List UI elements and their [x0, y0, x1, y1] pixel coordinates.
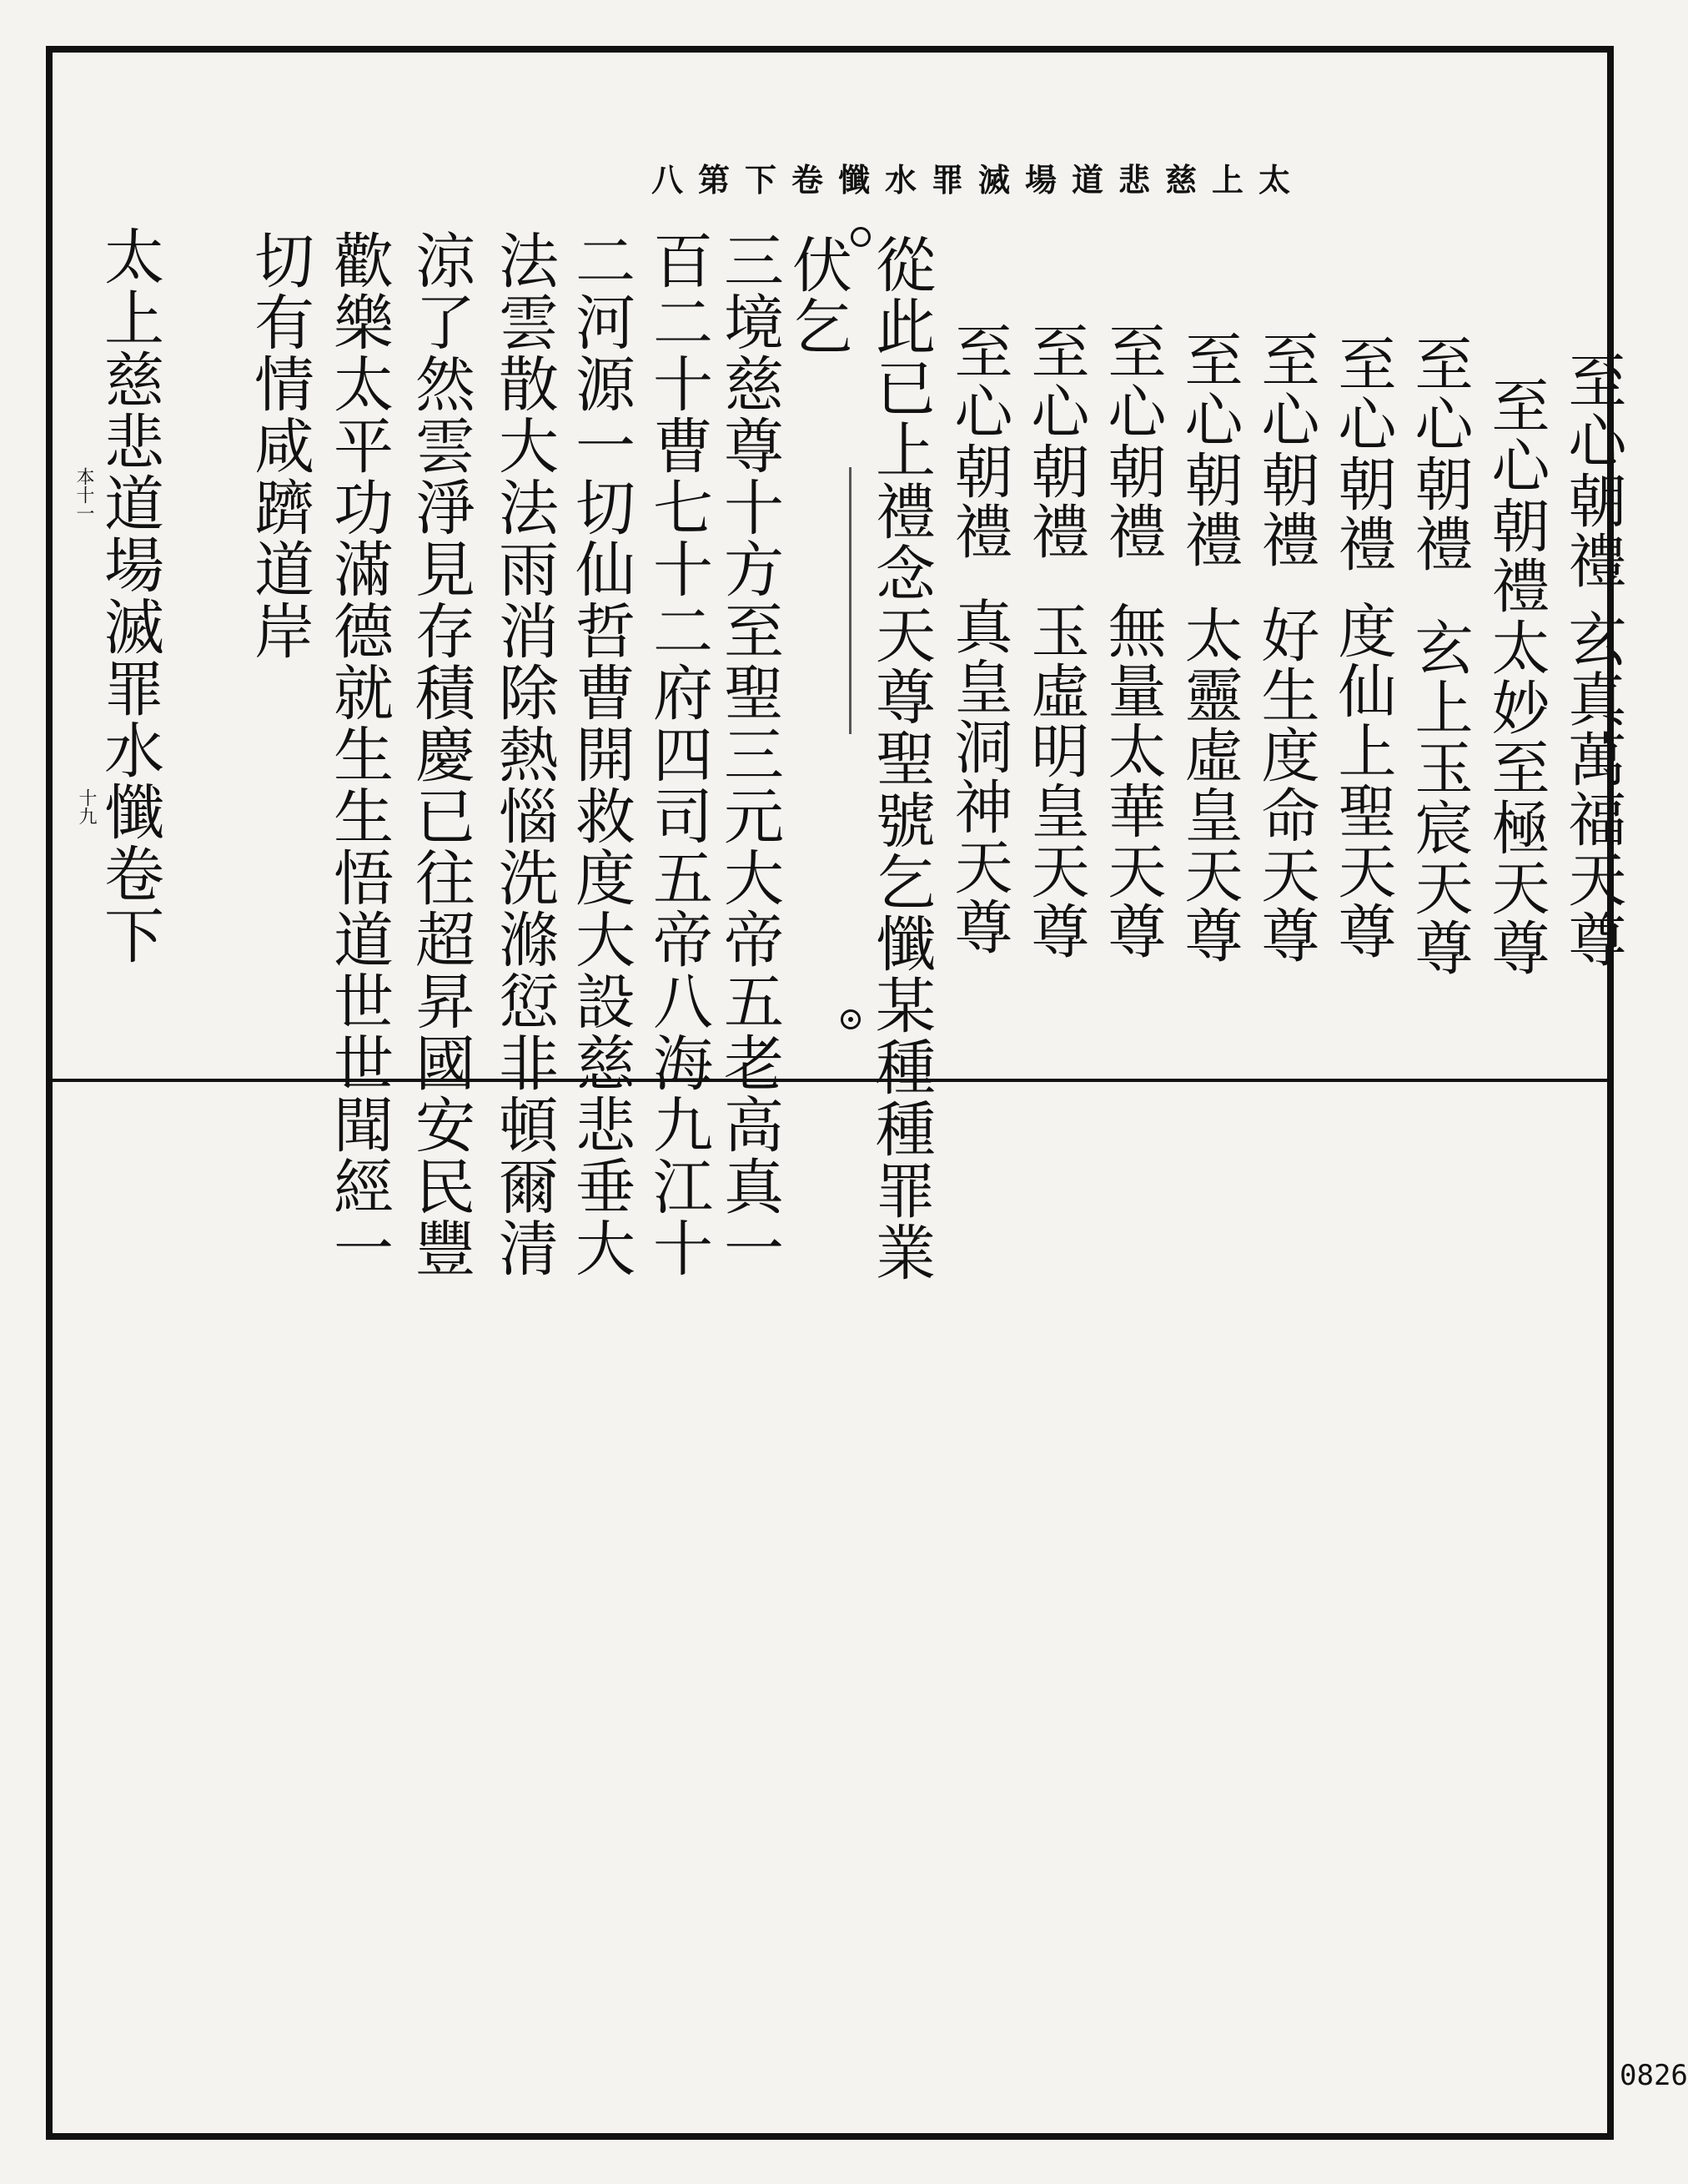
running-header-title: 太上慈悲道場滅罪水懺 — [837, 161, 1305, 199]
prayer-line: 百二十曹七十二府四司五帝八海九江十 — [643, 229, 713, 1279]
marginal-note: 十九 — [76, 788, 97, 825]
invocation-deity-name: 真皇洞神天尊 — [945, 596, 1013, 957]
page-divider — [46, 1079, 1614, 1082]
invocation-prefix: 至心朝禮 — [945, 321, 1013, 561]
invocation-prefix: 至心朝禮 — [1329, 334, 1397, 574]
invocation-deity-name: 太妙至極天尊 — [1482, 617, 1550, 978]
marginal-note: 本十一 — [73, 467, 94, 522]
prayer-line: 切有情咸躋道岸 — [244, 229, 314, 662]
prayer-line: 法雲散大法雨消除熱惱洗滌愆非頓爾清 — [489, 229, 559, 1279]
prayer-heading: 伏乞 — [782, 234, 852, 357]
invocation-deity-name: 度仙上聖天尊 — [1329, 601, 1397, 961]
invocation-prefix: 至心朝禮 — [1175, 330, 1243, 570]
invocation-prefix: 至心朝禮 — [1405, 334, 1474, 574]
invocation-prefix: 至心朝禮 — [1252, 330, 1320, 570]
invocation-deity-name: 好生度命天尊 — [1252, 605, 1320, 965]
invocation-prefix: 至心朝禮 — [1098, 321, 1167, 561]
closing-title: 太上慈悲道場滅罪水懺卷下 — [94, 225, 164, 966]
invocation-deity-name: 無量太華天尊 — [1098, 601, 1167, 961]
invocation-deity-name: 太靈虛皇天尊 — [1175, 605, 1243, 965]
invocation-prefix: 至心朝禮 — [1559, 350, 1627, 591]
running-header-volume: 卷下第八 — [651, 161, 838, 199]
invocation-prefix: 至心朝禮 — [1482, 375, 1550, 616]
summary-line: 從此已上禮念天尊聖號乞懺某種種罪業 — [866, 234, 936, 1283]
invocation-deity-name: 玄真萬福天尊 — [1559, 609, 1627, 969]
invocation-deity-name: 玉虛明皇天尊 — [1022, 601, 1090, 961]
prayer-line: 二河源一切仙哲曹開救度大設慈悲垂大 — [565, 229, 636, 1279]
prayer-line: 歡樂太平功滿德就生生悟道世世聞經一 — [324, 229, 394, 1279]
invocation-deity-name: 玄上玉宸天尊 — [1405, 617, 1474, 978]
prayer-line: 涼了然雲淨見存積慶已往超昇國安民豐 — [405, 229, 475, 1279]
prayer-line: 三境慈尊十方至聖三元大帝五老高真一 — [714, 229, 784, 1279]
invocation-prefix: 至心朝禮 — [1022, 321, 1090, 561]
circle-dot-mark-icon — [841, 1009, 861, 1029]
bracket-line — [849, 467, 852, 734]
page-number: 0826 — [1620, 2059, 1688, 2092]
